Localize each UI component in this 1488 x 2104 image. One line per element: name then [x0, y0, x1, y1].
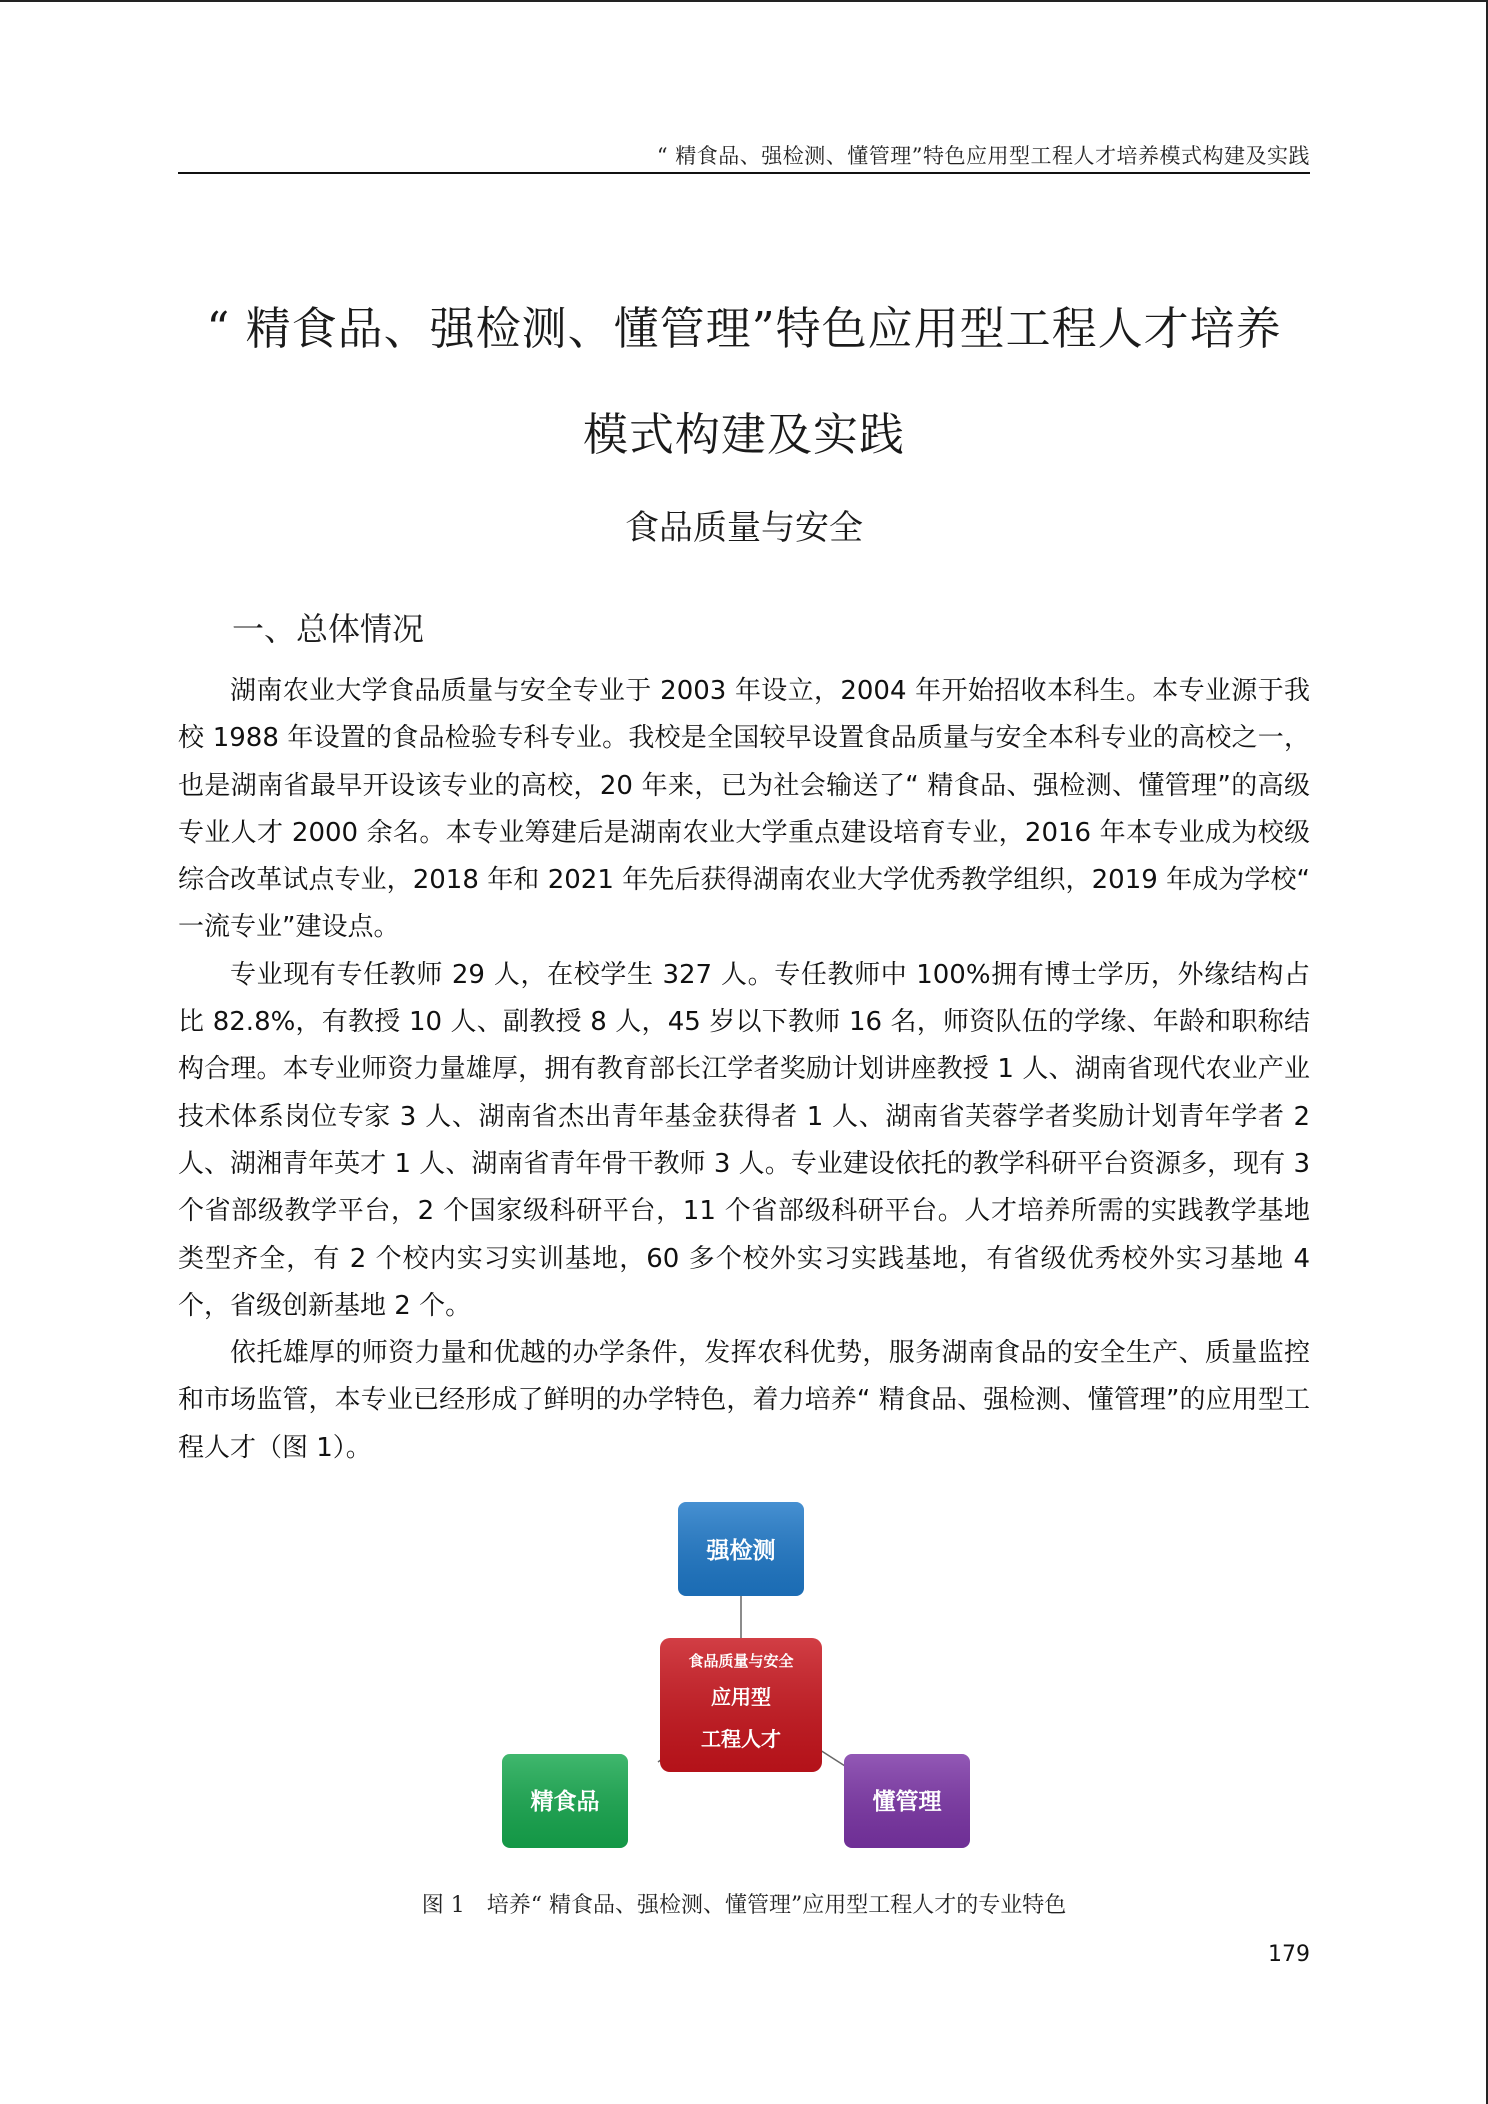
node-center-line-2: 应用型	[711, 1685, 771, 1709]
paragraph-3: 依托雄厚的师资力量和优越的办学条件，发挥农科优势，服务湖南食品的安全生产、质量监控和市场监管，本专业已经形成了鲜明的办学特色，着力培养“ 精食品、强检测、懂管理”的应用型工程人才（图 1）。	[178, 1338, 1310, 1463]
connector-right	[820, 1750, 845, 1766]
figure-1-diagram	[490, 1496, 980, 1856]
node-center-line-3: 工程人才	[701, 1727, 781, 1751]
header-rule	[178, 172, 1310, 174]
node-strong-testing	[678, 1502, 804, 1596]
node-center-line-1: 食品质量与安全	[688, 1652, 794, 1670]
paragraph-1: 湖南农业大学食品质量与安全专业于 2003 年设立，2004 年开始招收本科生。本专业源于我校 1988 年设置的食品检验专科专业。我校是全国较早设置食品质量与安全本科专业的高校之一，也是湖南省最早开设该专业的高校，20 年来，已为社会输送了“ 精食品、强检测、懂管理”的高级专业人才 2000 余名。本专业筹建后是湖南农业大学重点建设培育专业，2016 年本专业成为校级综合改革试点专业，2018 年和 2021 年先后获得湖南农业大学优秀教学组织，2019 年成为学校“ 一流专业”建设点。	[178, 676, 1310, 943]
figure-caption: 图 1 培养“ 精食品、强检测、懂管理”应用型工程人才的专业特色	[421, 1893, 1067, 1918]
node-fine-food	[502, 1754, 628, 1848]
page-top-border	[0, 0, 1488, 2]
article-title-line-2: 模式构建及实践	[582, 408, 905, 461]
article-subtitle: 食品质量与安全	[625, 508, 863, 548]
page-number: 179	[1268, 1942, 1310, 1967]
running-head: “ 精食品、强检测、懂管理”特色应用型工程人才培养模式构建及实践	[656, 144, 1310, 168]
node-fine-food-label: 精食品	[530, 1789, 600, 1815]
section-heading: 一、总体情况	[232, 610, 425, 648]
node-strong-testing-label: 强检测	[706, 1538, 776, 1564]
node-management	[844, 1754, 970, 1848]
article-title-line-1: “ 精食品、强检测、懂管理”特色应用型工程人才培养	[206, 302, 1282, 355]
node-management-label: 懂管理	[872, 1789, 942, 1815]
paragraph-2: 专业现有专任教师 29 人，在校学生 327 人。专任教师中 100%拥有博士学历，外缘结构占比 82.8%，有教授 10 人、副教授 8 人，45 岁以下教师 16 名，师资队伍的学缘、年龄和职称结构合理。本专业师资力量雄厚，拥有教育部长江学者奖励计划讲座教授 1 人、湖南省现代农业产业技术体系岗位专家 3 人、湖南省杰出青年基金获得者 1 人、湖南省芙蓉学者奖励计划青年学者 2 人、湖湘青年英才 1 人、湖南省青年骨干教师 3 人。专业建设依托的教学科研平台资源多，现有 3 个省部级教学平台，2 个国家级科研平台，11 个省部级科研平台。人才培养所需的实践教学基地类型齐全，有 2 个校内实习实训基地，60 多个校外实习实践基地，有省级优秀校外实习基地 4 个，省级创新基地 2 个。	[178, 959, 1310, 1321]
body-text	[178, 668, 1310, 1472]
node-center	[660, 1638, 822, 1772]
